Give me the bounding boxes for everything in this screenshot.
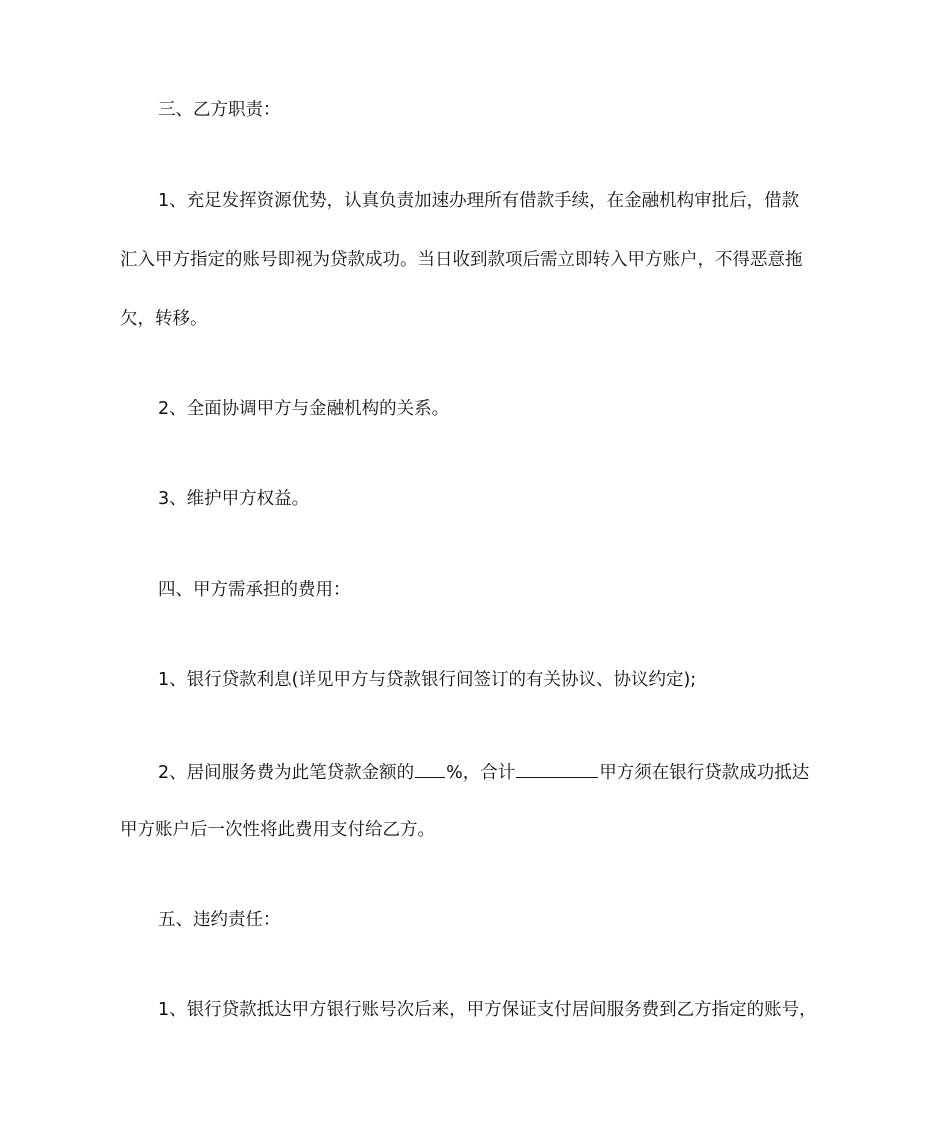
section-3-item-1-line-1: 1、充足发挥资源优势，认真负责加速办理所有借款手续，在金融机构审批后，借款 xyxy=(158,191,800,211)
section-5-item-1-line-1: 1、银行贷款抵达甲方银行账号次后来，甲方保证支付居间服务费到乙方指定的账号， xyxy=(158,1000,817,1020)
section-3-heading: 三、乙方职责： xyxy=(158,100,281,120)
fee-total-blank xyxy=(516,759,598,778)
section-3-item-1-line-3: 欠，转移。 xyxy=(120,309,208,329)
fee-text-part-1: 2、居间服务费为此笔贷款金额的 xyxy=(158,763,415,783)
section-3-item-1-line-2: 汇入甲方指定的账号即视为贷款成功。当日收到款项后需立即转入甲方账户，不得恶意拖 xyxy=(120,250,803,270)
section-4-item-1: 1、银行贷款利息(详见甲方与贷款银行间签订的有关协议、协议约定); xyxy=(158,670,697,690)
fee-percent-blank xyxy=(415,759,445,778)
section-3-item-3: 3、维护甲方权益。 xyxy=(158,489,310,509)
section-4-item-2-line-2: 甲方账户后一次性将此费用支付给乙方。 xyxy=(120,820,435,840)
fee-text-part-3: 甲方须在银行贷款成功抵达 xyxy=(599,763,810,783)
fee-text-part-2: %，合计 xyxy=(446,763,516,783)
section-5-heading: 五、违约责任： xyxy=(158,910,281,930)
section-4-heading: 四、甲方需承担的费用： xyxy=(158,580,351,600)
section-3-item-2: 2、全面协调甲方与金融机构的关系。 xyxy=(158,399,450,419)
section-4-item-2-line-1 xyxy=(0,759,950,785)
